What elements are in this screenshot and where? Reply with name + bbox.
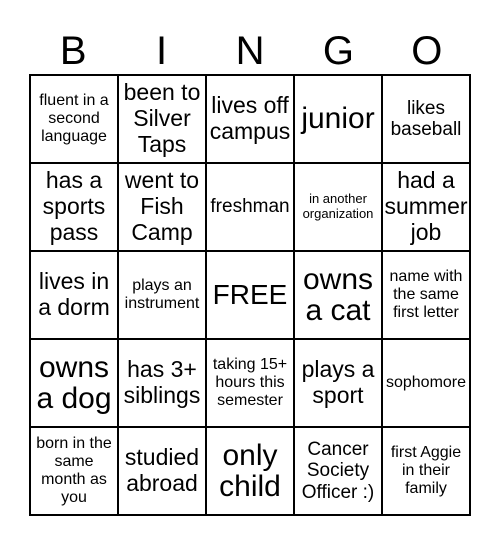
bingo-cell[interactable]: plays a sport xyxy=(294,339,382,427)
bingo-cell[interactable]: name with the same first letter xyxy=(382,251,470,339)
bingo-cell[interactable]: first Aggie in their family xyxy=(382,427,470,515)
bingo-cell[interactable]: junior xyxy=(294,75,382,163)
header-letter-n: N xyxy=(235,29,265,73)
bingo-cell[interactable]: studied abroad xyxy=(118,427,206,515)
bingo-grid xyxy=(29,74,471,516)
bingo-cell[interactable]: has a sports pass xyxy=(30,163,118,251)
bingo-header xyxy=(29,28,471,74)
bingo-cell[interactable]: had a summer job xyxy=(382,163,470,251)
free-space-cell[interactable]: FREE xyxy=(206,251,294,339)
header-letter-o: O xyxy=(411,29,443,73)
bingo-cell[interactable]: lives off campus xyxy=(206,75,294,163)
bingo-cell[interactable]: went to Fish Camp xyxy=(118,163,206,251)
bingo-cell[interactable]: in another organization xyxy=(294,163,382,251)
bingo-cell[interactable]: freshman xyxy=(206,163,294,251)
bingo-cell[interactable]: sophomore xyxy=(382,339,470,427)
bingo-cell[interactable]: plays an instrument xyxy=(118,251,206,339)
bingo-cell[interactable]: likes baseball xyxy=(382,75,470,163)
bingo-cell[interactable]: owns a dog xyxy=(30,339,118,427)
header-letter-g: G xyxy=(322,29,354,73)
bingo-cell[interactable]: been to Silver Taps xyxy=(118,75,206,163)
bingo-cell[interactable]: has 3+ siblings xyxy=(118,339,206,427)
header-letter-i: I xyxy=(156,29,168,73)
bingo-cell[interactable]: lives in a dorm xyxy=(30,251,118,339)
bingo-cell[interactable]: born in the same month as you xyxy=(30,427,118,515)
header-letter-b: B xyxy=(59,29,87,73)
bingo-cell[interactable]: taking 15+ hours this semester xyxy=(206,339,294,427)
bingo-cell[interactable]: owns a cat xyxy=(294,251,382,339)
bingo-cell[interactable]: Cancer Society Officer :) xyxy=(294,427,382,515)
bingo-cell[interactable]: only child xyxy=(206,427,294,515)
bingo-cell[interactable]: fluent in a second language xyxy=(30,75,118,163)
